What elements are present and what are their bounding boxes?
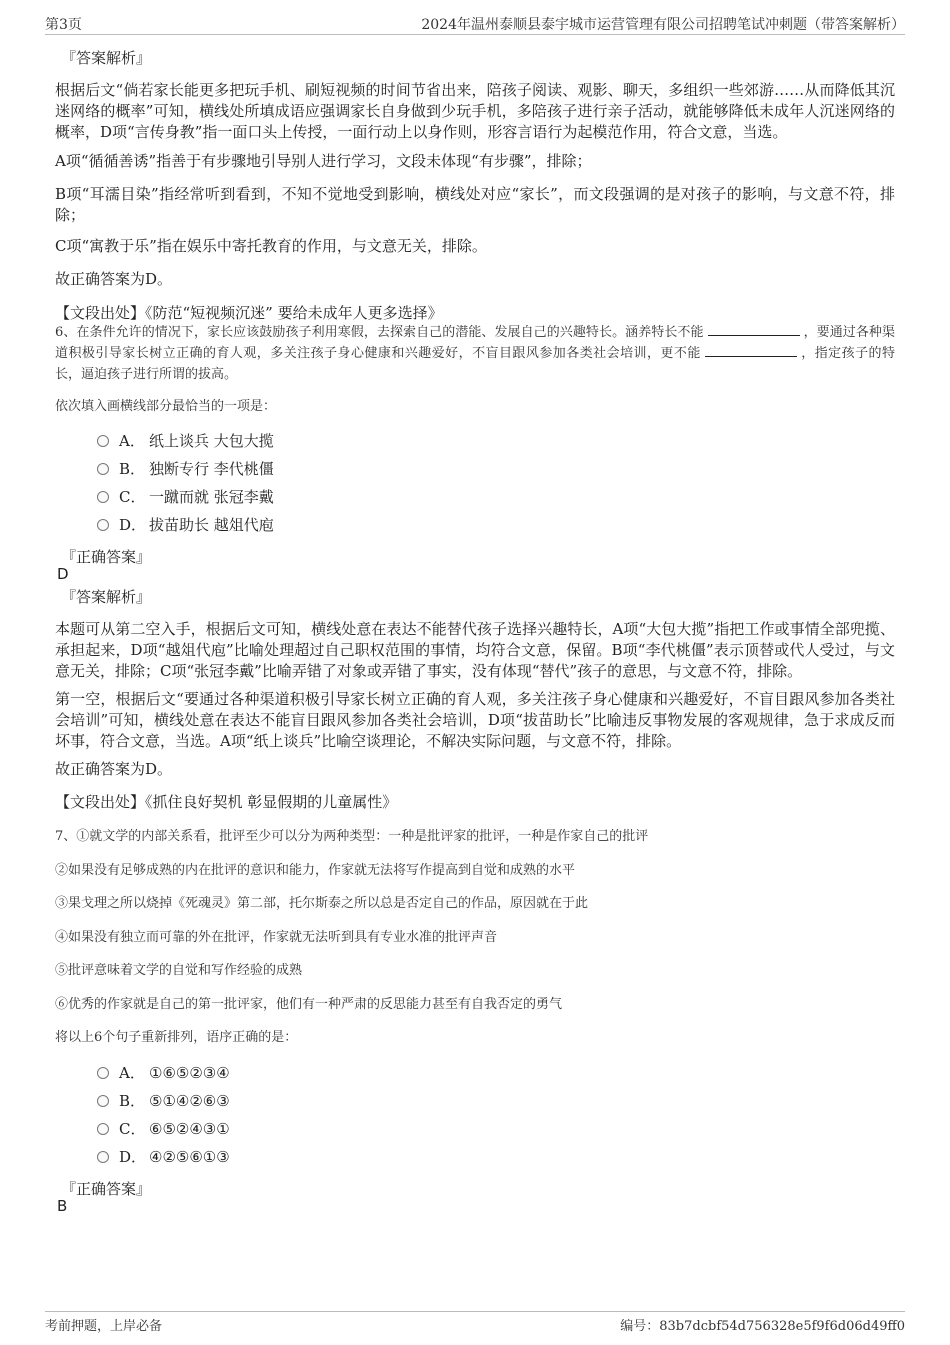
radio-icon[interactable]: [97, 1123, 109, 1135]
radio-icon[interactable]: [97, 435, 109, 447]
option-letter: D．: [119, 516, 147, 534]
radio-icon[interactable]: [97, 1095, 109, 1107]
option-text: ⑥⑤②④③①: [149, 1120, 230, 1138]
option-c[interactable]: [97, 1118, 230, 1140]
option-letter: A．: [119, 432, 145, 450]
document-id: 编号：83b7dcbf54d756328e5f9f6d06d49ff0: [620, 1319, 905, 1334]
question-stem-part: ，指定孩子的特长，逼迫孩子进行所谓的拔高。: [55, 346, 895, 382]
analysis-label: 『答案解析』: [61, 588, 152, 606]
fill-blank: [705, 344, 797, 357]
option-letter: A．: [119, 1064, 145, 1082]
question-stem-part: 6、在条件允许的情况下，家长应该鼓励孩子利用寒假，去探索自己的潜能、发展自己的兴趣特长。涵养特长不能: [55, 325, 704, 340]
sentence-item: ③果戈理之所以烧掉《死魂灵》第二部，托尔斯泰之所以总是否定自己的作品，原因就在于此: [55, 896, 589, 911]
sentence-item: ⑥优秀的作家就是自己的第一批评家，他们有一种严肃的反思能力甚至有自我否定的勇气: [55, 997, 563, 1012]
footer-slogan: 考前押题，上岸必备: [45, 1319, 163, 1334]
question-prompt: 将以上6个句子重新排列，语序正确的是：: [55, 1030, 298, 1045]
analysis-conclusion: 故正确答案为D。: [55, 760, 173, 778]
option-letter: B．: [119, 1092, 146, 1110]
option-text: 一蹴而就 张冠李戴: [149, 488, 274, 506]
option-d[interactable]: [97, 514, 274, 536]
fill-blank: [708, 323, 800, 336]
radio-icon[interactable]: [97, 1151, 109, 1163]
option-text: ⑤①④②⑥③: [149, 1092, 230, 1110]
option-text: 独断专行 李代桃僵: [149, 460, 274, 478]
source-citation: 【文段出处】《抓住良好契机 彰显假期的儿童属性》: [55, 793, 398, 811]
option-letter: C．: [119, 1120, 146, 1138]
radio-icon[interactable]: [97, 463, 109, 475]
radio-icon[interactable]: [97, 519, 109, 531]
analysis-paragraph: 根据后文“倘若家长能更多把玩手机、刷短视频的时间节省出来，陪孩子阅读、观影、聊天，多组织一些郊游……从而降低其沉迷网络的概率”可知，横线处所填成语应强调家长自身做到少玩手机，多陪孩子进行亲子活动，就能够降低未成年人沉迷网络的概率，D项“言传身教”指一面口头上传授，一面行动上以身作则，形容言语行为起模范作用，符合文意，当选。: [55, 81, 895, 141]
option-letter: D．: [119, 1148, 147, 1166]
analysis-paragraph: 第一空，根据后文“要通过各种渠道积极引导家长树立正确的育人观，多关注孩子身心健康和兴趣爱好，不盲目跟风参加各类社会培训”可知，横线处意在表达不能盲目跟风参加各类社会培训，D项“拔苗助长”比喻违反事物发展的客观规律，急于求成反而坏事，符合文意，当选。A项“纸上谈兵”比喻空谈理论，不解决实际问题，与文意不符，排除。: [55, 690, 895, 750]
option-a[interactable]: [97, 1062, 230, 1084]
option-text: ④②⑤⑥①③: [149, 1148, 230, 1166]
question-stem: 7、①就文学的内部关系看，批评至少可以分为两种类型：一种是批评家的批评，一种是作家自己的批评: [55, 829, 649, 844]
answer-label: 『正确答案』: [61, 548, 152, 566]
option-c[interactable]: [97, 486, 274, 508]
analysis-paragraph: B项“耳濡目染”指经常听到看到，不知不觉地受到影响，横线处对应“家长”，而文段强调的是对孩子的影响，与文意不符，排除；: [55, 185, 895, 224]
option-letter: C．: [119, 488, 146, 506]
option-b[interactable]: [97, 1090, 230, 1112]
option-a[interactable]: [97, 430, 274, 452]
radio-icon[interactable]: [97, 491, 109, 503]
option-b[interactable]: [97, 458, 274, 480]
question-stem-part: ，要通过各种渠道积极引导家长树立正确的育人观，多关注孩子身心健康和兴趣爱好，不盲目跟风参加各类社会培训，更不能: [55, 325, 895, 361]
sentence-item: ⑤批评意味着文学的自觉和写作经验的成熟: [55, 963, 303, 978]
page-number: 第3页: [45, 17, 82, 33]
correct-answer: D: [57, 565, 69, 583]
source-citation: 【文段出处】《防范“短视频沉迷” 要给未成年人更多选择》: [55, 304, 443, 322]
page-header: [45, 12, 905, 35]
answer-label: 『正确答案』: [61, 1180, 152, 1198]
page-footer: [45, 1311, 905, 1336]
sentence-item: ④如果没有独立而可靠的外在批评，作家就无法听到具有专业水准的批评声音: [55, 930, 498, 945]
option-d[interactable]: [97, 1146, 230, 1168]
question-stem: [55, 322, 895, 385]
option-text: 纸上谈兵 大包大揽: [149, 432, 274, 450]
radio-icon[interactable]: [97, 1067, 109, 1079]
document-title: 2024年温州泰顺县泰宇城市运营管理有限公司招聘笔试冲刺题（带答案解析）: [421, 17, 905, 33]
option-text: 拔苗助长 越俎代庖: [149, 516, 274, 534]
question-prompt: 依次填入画横线部分最恰当的一项是：: [55, 399, 277, 414]
analysis-conclusion: 故正确答案为D。: [55, 270, 173, 288]
analysis-paragraph: C项“寓教于乐”指在娱乐中寄托教育的作用，与文意无关，排除。: [55, 237, 487, 255]
sentence-item: ②如果没有足够成熟的内在批评的意识和能力，作家就无法将写作提高到自觉和成熟的水平: [55, 863, 576, 878]
analysis-label: 『答案解析』: [61, 49, 152, 67]
option-letter: B．: [119, 460, 146, 478]
analysis-paragraph: 本题可从第二空入手，根据后文可知，横线处意在表达不能替代孩子选择兴趣特长，A项“大包大揽”指把工作或事情全部兜揽、承担起来，D项“越俎代庖”比喻处理超过自己职权范围的事情，均符合文意，保留。B项“李代桃僵”表示顶替或代人受过，与文意无关，排除；C项“张冠李戴”比喻弄错了对象或弄错了事实，没有体现“替代”孩子的意思，与文意不符，排除。: [55, 620, 895, 680]
analysis-paragraph: A项“循循善诱”指善于有步骤地引导别人进行学习，文段未体现“有步骤”，排除；: [55, 152, 592, 170]
option-text: ①⑥⑤②③④: [149, 1064, 230, 1082]
correct-answer: B: [57, 1197, 68, 1215]
